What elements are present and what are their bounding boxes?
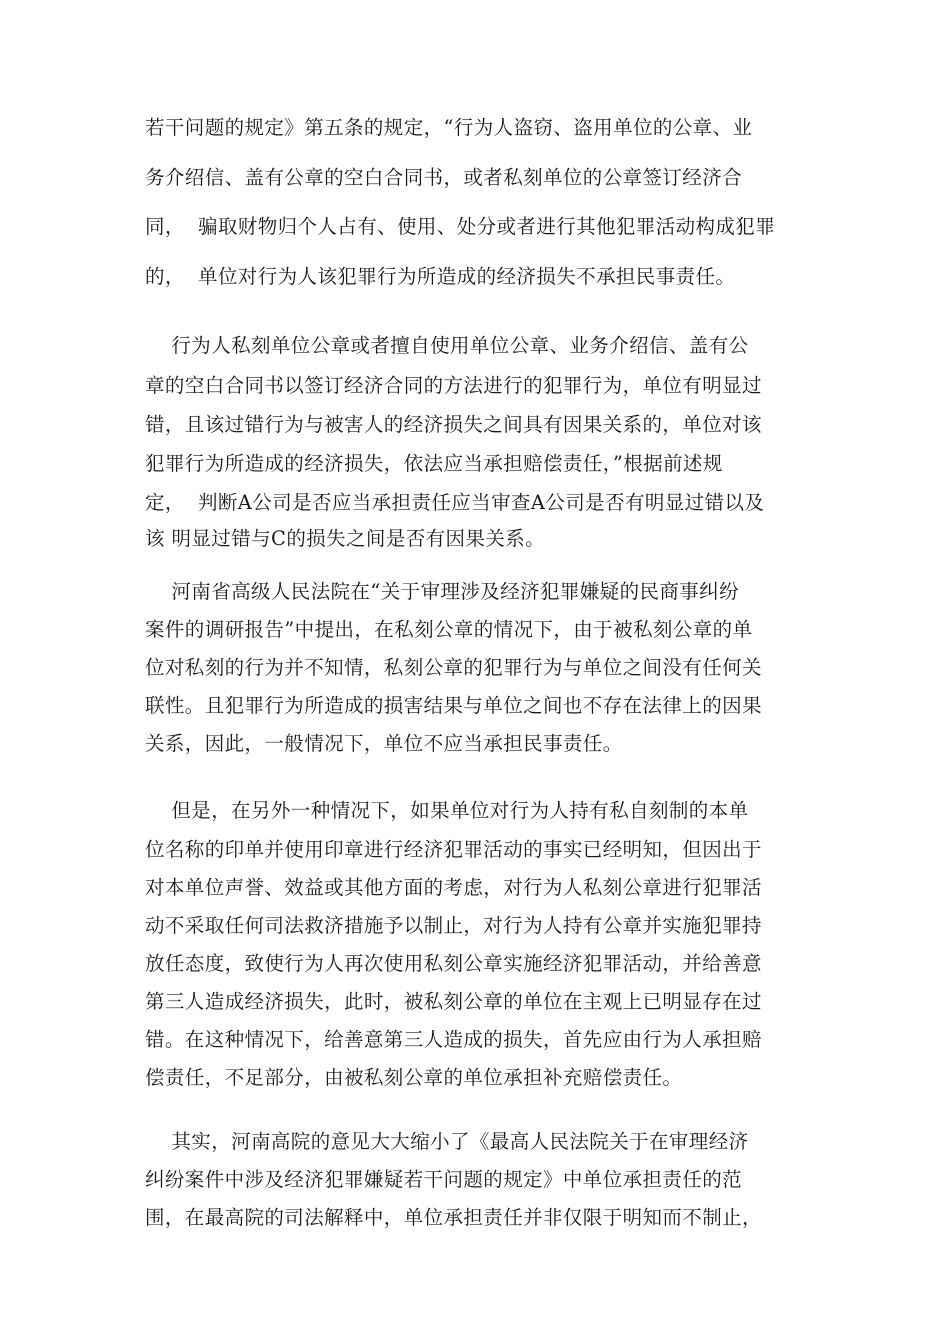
- text-line: 位名称的印单并使用印章进行经济犯罪活动的事实已经明知，但因出于: [145, 838, 762, 861]
- text-line: 河南省高级人民法院在“关于审理涉及经济犯罪嫌疑的民商事纠纷: [145, 580, 739, 603]
- text-line: 错，且该过错行为与被害人的经济损失之间具有因果关系的，单位对该: [145, 413, 762, 436]
- text-line: 但是，在另外一种情况下，如果单位对行为人持有私自刻制的本单: [145, 799, 749, 822]
- text-line: 联性。且犯罪行为所造成的损害结果与单位之间也不存在法律上的因果: [145, 694, 762, 717]
- text-line: 同， 骗取财物归个人占有、使用、处分或者进行其他犯罪活动构成犯罪: [145, 215, 776, 238]
- text-line: 偿责任，不足部分，由被私刻公章的单位承担补充赔偿责任。: [145, 1066, 683, 1089]
- text-line: 错。在这种情况下，给善意第三人造成的损失，首先应由行为人承担赔: [145, 1028, 762, 1051]
- text-line: 犯罪行为所造成的经济损失，依法应当承担赔偿责任，”根据前述规: [145, 452, 723, 475]
- text-line: 行为人私刻单位公章或者擅自使用单位公章、业务介绍信、盖有公: [145, 334, 749, 357]
- text-line: 关系，因此，一般情况下，单位不应当承担民事责任。: [145, 732, 623, 755]
- text-line: 放任态度，致使行为人再次使用私刻公章实施经济犯罪活动，并给善意: [145, 952, 762, 975]
- text-line: 章的空白合同书以签订经济合同的方法进行的犯罪行为，单位有明显过: [145, 374, 762, 397]
- text-line: 纠纷案件中涉及经济犯罪嫌疑若干问题的规定》中单位承担责任的范: [145, 1168, 743, 1191]
- text-line: 务介绍信、盖有公章的空白合同书，或者私刻单位的公章签订经济合: [145, 166, 743, 189]
- text-line: 位对私刻的行为并不知情，私刻公章的犯罪行为与单位之间没有任何关: [145, 656, 762, 679]
- text-line: 若干问题的规定》第五条的规定，“行为人盗窃、盗用单位的公章、业: [145, 116, 753, 139]
- text-line: 该 明显过错与C的损失之间是否有因果关系。: [145, 527, 546, 550]
- text-line: 围，在最高院的司法解释中，单位承担责任并非仅限于明知而不制止，: [145, 1206, 762, 1229]
- text-line: 案件的调研报告”中提出，在私刻公章的情况下，由于被私刻公章的单: [145, 618, 753, 641]
- text-line: 动不采取任何司法救济措施予以制止，对行为人持有公章并实施犯罪持: [145, 914, 762, 937]
- text-line: 的， 单位对行为人该犯罪行为所造成的经济损失不承担民事责任。: [145, 265, 736, 288]
- text-line: 对本单位声誉、效益或其他方面的考虑，对行为人私刻公章进行犯罪活: [145, 876, 762, 899]
- text-line: 定， 判断A公司是否应当承担责任应当审查A公司是否有明显过错以及: [145, 491, 765, 514]
- text-line: 第三人造成经济损失，此时，被私刻公章的单位在主观上已明显存在过: [145, 990, 762, 1013]
- text-line: 其实，河南高院的意见大大缩小了《最高人民法院关于在审理经济: [145, 1130, 749, 1153]
